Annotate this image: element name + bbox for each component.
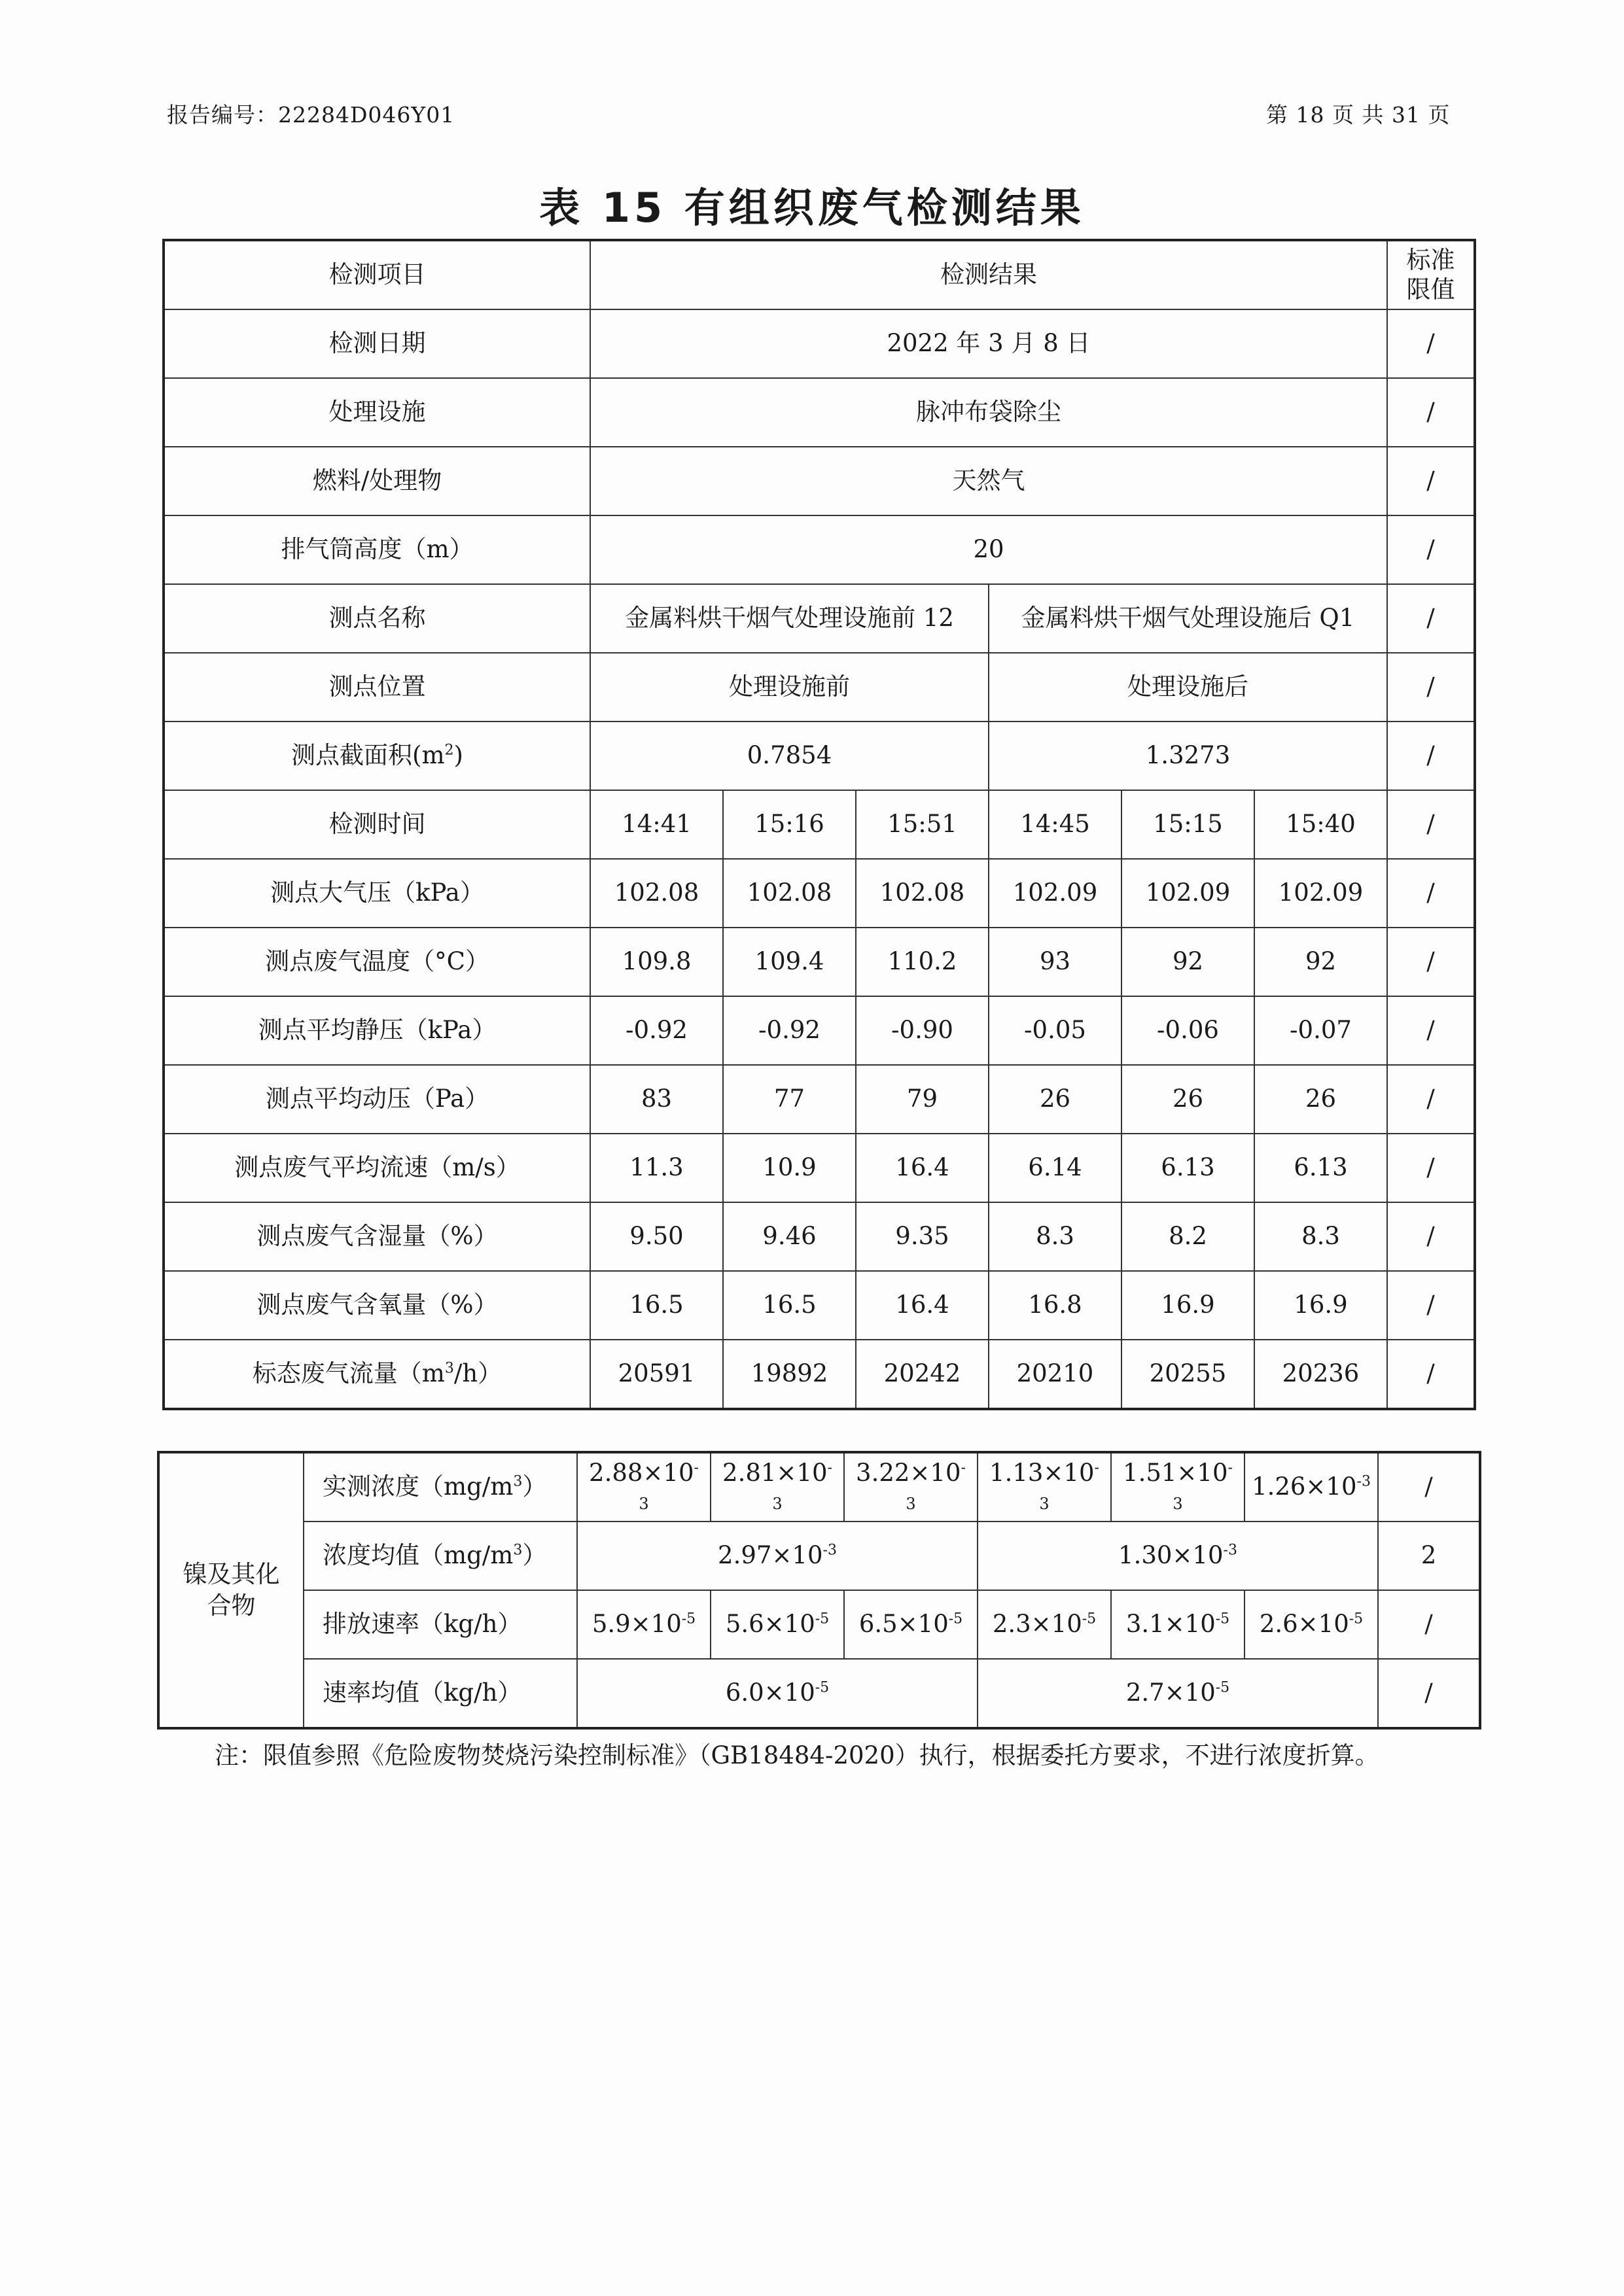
cell: 9.46 — [723, 1202, 856, 1271]
label-std-flow: 标态废气流量$(m^3/h)$ — [164, 1340, 590, 1409]
report-number: 报告编号：22284D046Y01 — [167, 102, 455, 128]
cell: 79 — [856, 1065, 989, 1134]
row-label: 测点大气压（kPa） — [164, 859, 590, 928]
label-height: 排气筒高度（m） — [164, 515, 590, 584]
row-nickel-measured — [158, 1452, 1480, 1522]
cell: 109.4 — [723, 928, 856, 996]
limit-area: / — [1387, 722, 1475, 790]
cell: 102.08 — [590, 859, 723, 928]
measurement-rows — [164, 790, 1475, 1340]
row-limit: / — [1387, 996, 1475, 1065]
header-limit: 标准限值 — [1387, 240, 1475, 309]
cell: 15:15 — [1121, 790, 1254, 859]
cell: 11.3 — [590, 1134, 723, 1202]
table-row — [164, 928, 1475, 996]
cell: 15:51 — [856, 790, 989, 859]
row-label: 测点废气含氧量（%） — [164, 1271, 590, 1340]
cell: 16.9 — [1121, 1271, 1254, 1340]
label-point-name: 测点名称 — [164, 584, 590, 653]
table-row — [164, 996, 1475, 1065]
row-label: 测点平均动压（Pa） — [164, 1065, 590, 1134]
cell: 16.4 — [856, 1271, 989, 1340]
limit-std-flow: / — [1387, 1340, 1475, 1409]
row-fuel — [164, 447, 1475, 515]
cell: 16.4 — [856, 1134, 989, 1202]
value-fuel: 天然气 — [590, 447, 1387, 515]
label-rate-avg: 速率均值（kg/h） — [304, 1659, 577, 1728]
cell: 16.8 — [989, 1271, 1121, 1340]
cell: 93 — [989, 928, 1121, 996]
cell: -0.06 — [1121, 996, 1254, 1065]
table-title: 表 15 有组织废气检测结果 — [539, 184, 1085, 232]
value-height: 20 — [590, 515, 1387, 584]
cell: 102.08 — [856, 859, 989, 928]
limit-height: / — [1387, 515, 1475, 584]
cell: 26 — [989, 1065, 1121, 1134]
row-limit: / — [1387, 1271, 1475, 1340]
cell: -0.92 — [723, 996, 856, 1065]
limit-facility: / — [1387, 378, 1475, 447]
cell: 6.13 — [1254, 1134, 1387, 1202]
cell: 83 — [590, 1065, 723, 1134]
value-date: 2022 年 3 月 8 日 — [590, 309, 1387, 378]
cell: -0.05 — [989, 996, 1121, 1065]
label-facility: 处理设施 — [164, 378, 590, 447]
row-date — [164, 309, 1475, 378]
row-facility — [164, 378, 1475, 447]
label-date: 检测日期 — [164, 309, 590, 378]
header-item: 检测项目 — [164, 240, 590, 309]
cell: 15:40 — [1254, 790, 1387, 859]
cell: 77 — [723, 1065, 856, 1134]
label-conc-avg: 浓度均值$(mg/m^3)$ — [304, 1522, 577, 1590]
cell: 16.9 — [1254, 1271, 1387, 1340]
cell: 102.09 — [989, 859, 1121, 928]
cell: 92 — [1254, 928, 1387, 996]
nickel-group-label: 镍及其化合物 — [158, 1452, 304, 1728]
limit-point-name: / — [1387, 584, 1475, 653]
row-limit: / — [1387, 1134, 1475, 1202]
cell: 19892 — [723, 1340, 856, 1409]
cell: 102.08 — [723, 859, 856, 928]
value-facility: 脉冲布袋除尘 — [590, 378, 1387, 447]
table-row — [164, 1065, 1475, 1134]
cell: 109.8 — [590, 928, 723, 996]
page-number: 第 18 页 共 31 页 — [1266, 102, 1451, 128]
limit-date: / — [1387, 309, 1475, 378]
table-row — [164, 1134, 1475, 1202]
value-point-position-after: 处理设施后 — [989, 653, 1387, 722]
table-header-row — [164, 240, 1475, 309]
row-nickel-rate — [158, 1590, 1480, 1659]
row-point-name — [164, 584, 1475, 653]
rate-cell: $2.3\times 10^{-5}$ — [978, 1590, 1111, 1659]
measured-cell: 1.13×10- 3 — [978, 1452, 1111, 1522]
rate-cell: $6.5\times 10^{-5}$ — [844, 1590, 978, 1659]
rate-cell: $3.1\times 10^{-5}$ — [1111, 1590, 1244, 1659]
value-area-after: 1.3273 — [989, 722, 1387, 790]
cell: 9.50 — [590, 1202, 723, 1271]
limit-fuel: / — [1387, 447, 1475, 515]
row-area — [164, 722, 1475, 790]
row-label: 测点废气温度（°C） — [164, 928, 590, 996]
footnote: 注：限值参照《危险废物焚烧污染控制标准》（GB18484-2020）执行，根据委托方要求，不进行浓度折算。 — [215, 1741, 1379, 1769]
cell: 8.2 — [1121, 1202, 1254, 1271]
limit-rate: / — [1378, 1590, 1480, 1659]
label-rate: 排放速率（kg/h） — [304, 1590, 577, 1659]
cell: 92 — [1121, 928, 1254, 996]
cell: 14:45 — [989, 790, 1121, 859]
cell: -0.92 — [590, 996, 723, 1065]
cell: 20591 — [590, 1340, 723, 1409]
cell: 110.2 — [856, 928, 989, 996]
limit-point-position: / — [1387, 653, 1475, 722]
table-row — [164, 1202, 1475, 1271]
limit-rate-avg: / — [1378, 1659, 1480, 1728]
rate-cell: $5.9\times 10^{-5}$ — [577, 1590, 711, 1659]
cell: 102.09 — [1254, 859, 1387, 928]
row-std-flow — [164, 1340, 1475, 1409]
cell: 20210 — [989, 1340, 1121, 1409]
cell: 102.09 — [1121, 859, 1254, 928]
measured-cell: 3.22×10- 3 — [844, 1452, 978, 1522]
value-point-name-before: 金属料烘干烟气处理设施前 12 — [590, 584, 989, 653]
row-limit: / — [1387, 859, 1475, 928]
row-point-position — [164, 653, 1475, 722]
rate-avg-before: $6.0\times 10^{-5}$ — [577, 1659, 978, 1728]
measured-cell: $1.26\times 10^{-3}$ — [1244, 1452, 1378, 1522]
rate-cell: $2.6\times 10^{-5}$ — [1244, 1590, 1378, 1659]
row-limit: / — [1387, 1202, 1475, 1271]
row-limit: / — [1387, 790, 1475, 859]
value-point-position-before: 处理设施前 — [590, 653, 989, 722]
results-table — [162, 239, 1476, 1410]
cell: 20236 — [1254, 1340, 1387, 1409]
cell: 8.3 — [1254, 1202, 1387, 1271]
cell: -0.90 — [856, 996, 989, 1065]
header-result: 检测结果 — [590, 240, 1387, 309]
cell: 20242 — [856, 1340, 989, 1409]
row-height — [164, 515, 1475, 584]
cell: 6.14 — [989, 1134, 1121, 1202]
value-area-before: 0.7854 — [590, 722, 989, 790]
label-fuel: 燃料/处理物 — [164, 447, 590, 515]
cell: 20255 — [1121, 1340, 1254, 1409]
label-point-position: 测点位置 — [164, 653, 590, 722]
measured-cell: 1.51×10- 3 — [1111, 1452, 1244, 1522]
row-nickel-conc-avg — [158, 1522, 1480, 1590]
table-row — [164, 859, 1475, 928]
row-limit: / — [1387, 928, 1475, 996]
row-limit: / — [1387, 1065, 1475, 1134]
label-measured-conc: 实测浓度$(mg/m^3)$ — [304, 1452, 577, 1522]
rate-cell: $5.6\times 10^{-5}$ — [711, 1590, 844, 1659]
row-label: 测点废气平均流速（m/s） — [164, 1134, 590, 1202]
limit-measured: / — [1378, 1452, 1480, 1522]
cell: 9.35 — [856, 1202, 989, 1271]
nickel-table — [157, 1451, 1481, 1730]
cell: 16.5 — [590, 1271, 723, 1340]
cell: 8.3 — [989, 1202, 1121, 1271]
row-label: 检测时间 — [164, 790, 590, 859]
conc-avg-after: $1.30\times 10^{-3}$ — [978, 1522, 1378, 1590]
row-label: 测点废气含湿量（%） — [164, 1202, 590, 1271]
table-row — [164, 790, 1475, 859]
cell: 10.9 — [723, 1134, 856, 1202]
limit-conc-avg: 2 — [1378, 1522, 1480, 1590]
row-label: 测点平均静压（kPa） — [164, 996, 590, 1065]
row-nickel-rate-avg — [158, 1659, 1480, 1728]
value-point-name-after: 金属料烘干烟气处理设施后 Q1 — [989, 584, 1387, 653]
cell: 16.5 — [723, 1271, 856, 1340]
measured-cell: 2.81×10- 3 — [711, 1452, 844, 1522]
table-row — [164, 1271, 1475, 1340]
cell: 26 — [1121, 1065, 1254, 1134]
cell: 6.13 — [1121, 1134, 1254, 1202]
cell: 15:16 — [723, 790, 856, 859]
rate-avg-after: $2.7\times 10^{-5}$ — [978, 1659, 1378, 1728]
conc-avg-before: $2.97\times 10^{-3}$ — [577, 1522, 978, 1590]
cell: 14:41 — [590, 790, 723, 859]
cell: -0.07 — [1254, 996, 1387, 1065]
measured-cell: 2.88×10- 3 — [577, 1452, 711, 1522]
label-area: 测点截面积$(m^2)$ — [164, 722, 590, 790]
cell: 26 — [1254, 1065, 1387, 1134]
